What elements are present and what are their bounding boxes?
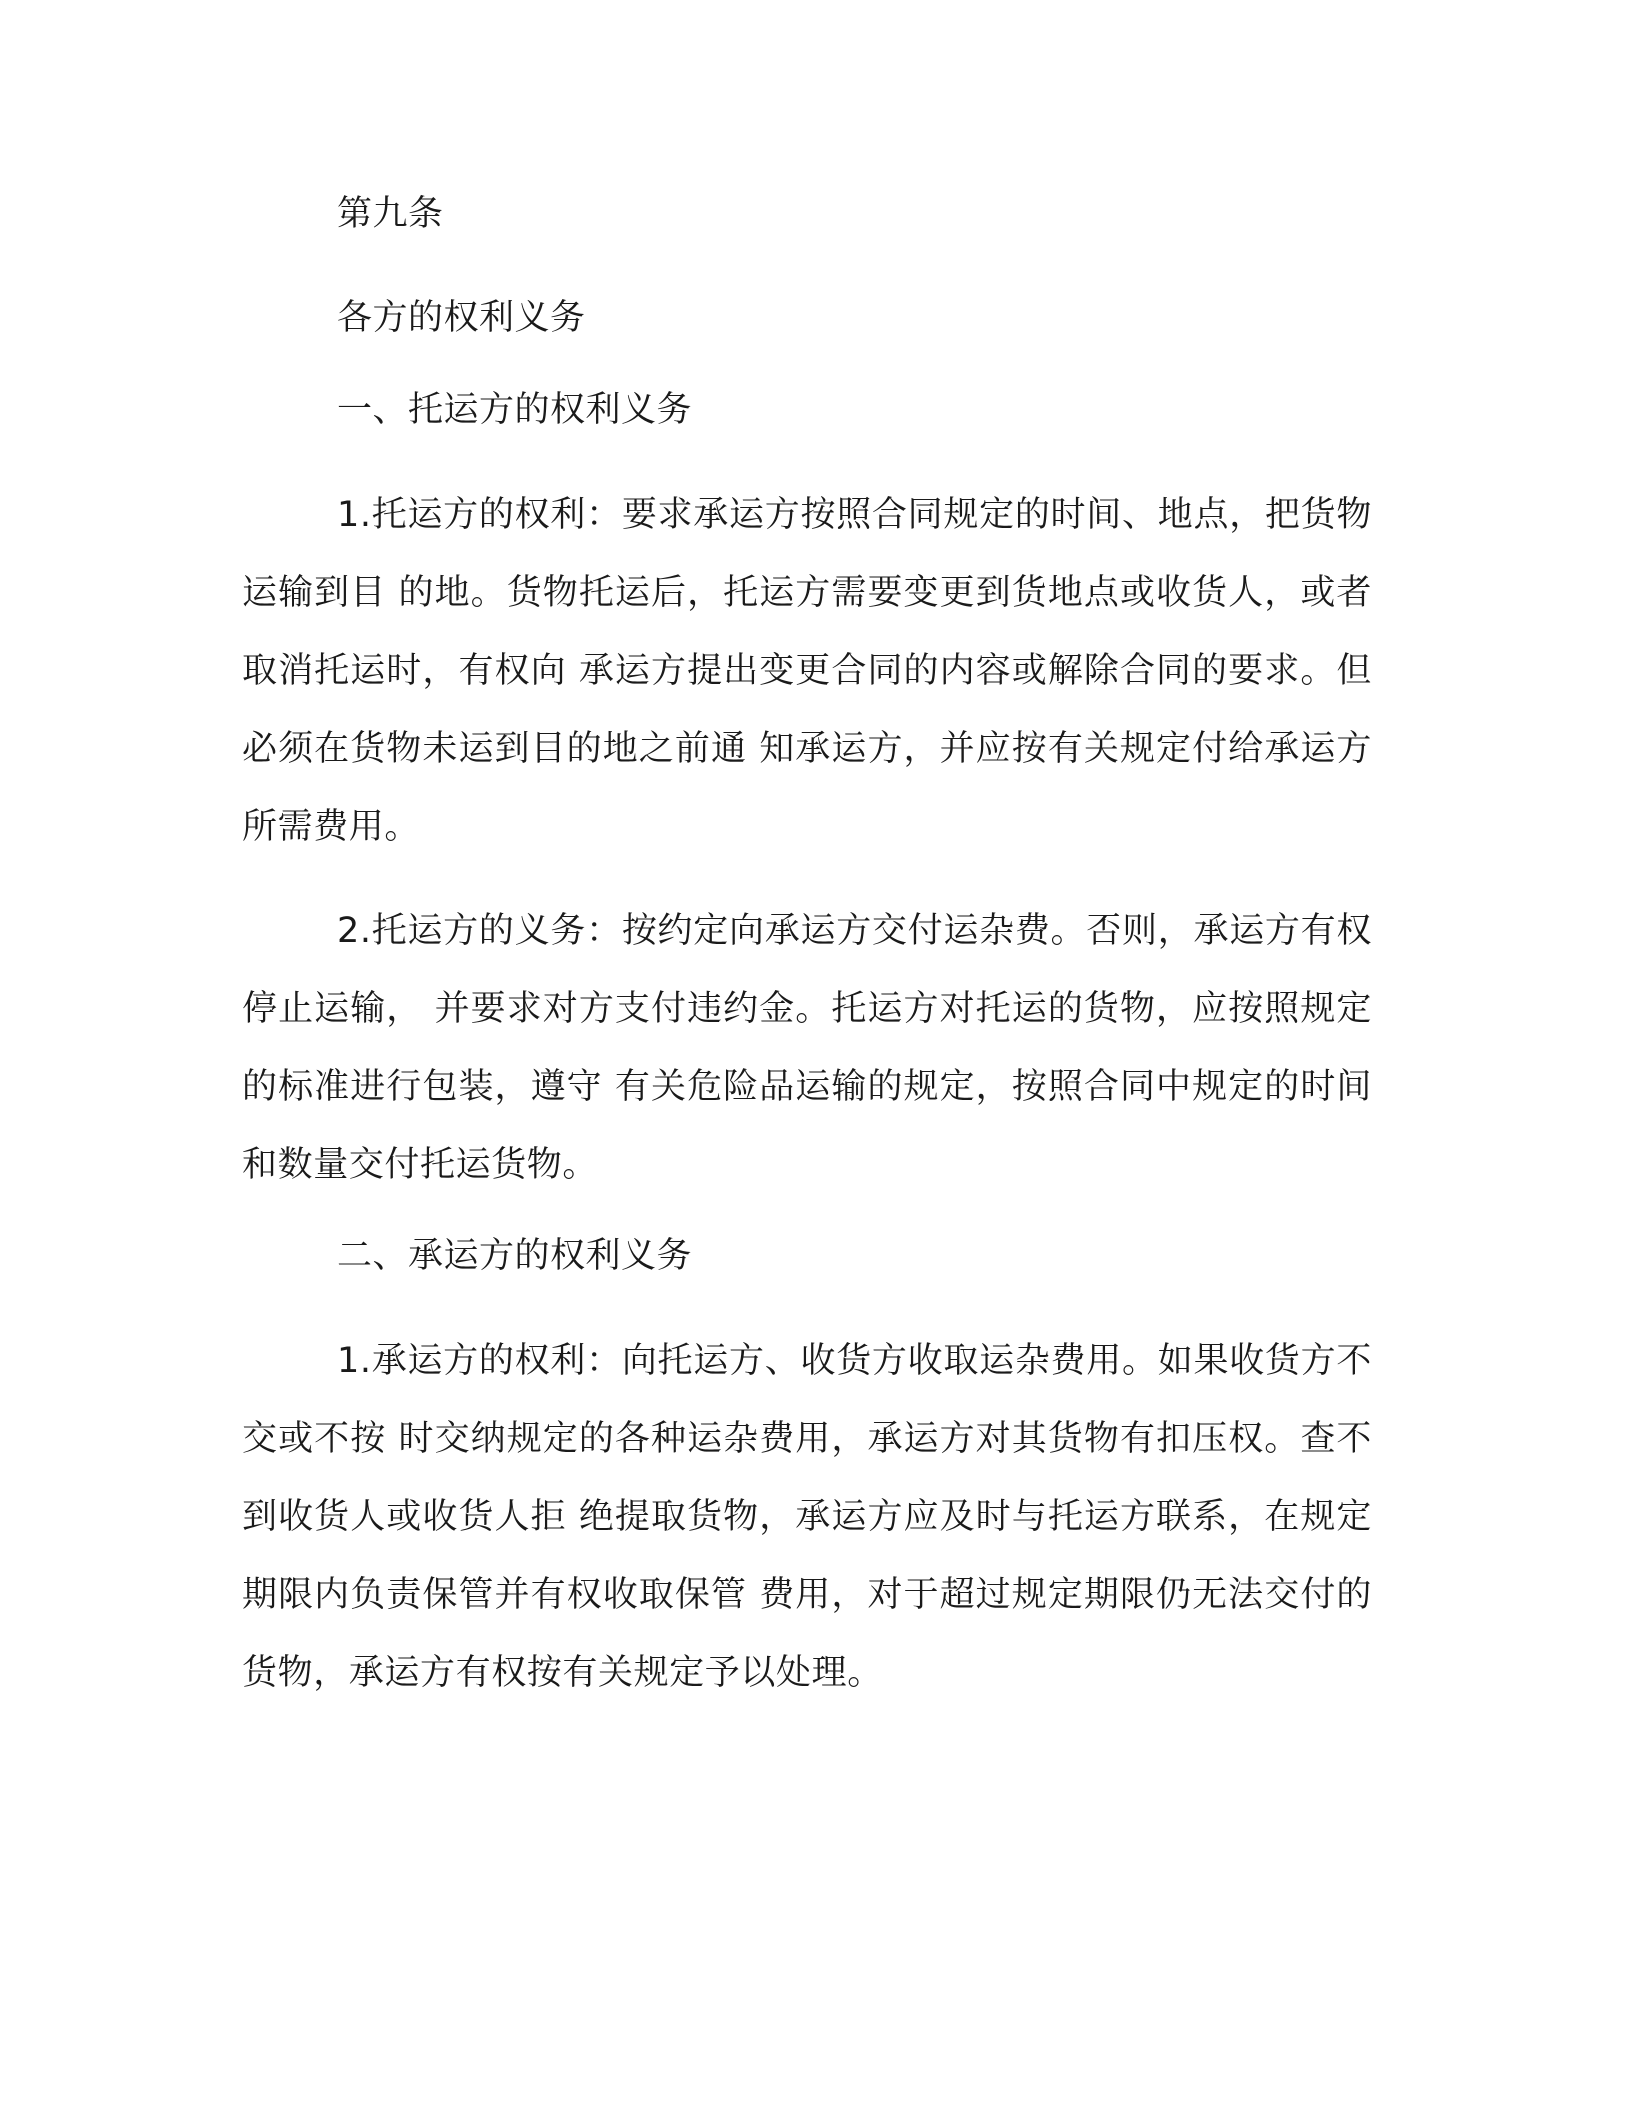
article-number: 第九条 <box>337 194 444 234</box>
article-title: 各方的权利义务 <box>337 298 586 338</box>
consignor-rights-paragraph: 1.托运方的权利：要求承运方按照合同规定的时间、地点，把货物运输到目 的地。货物托运后，托运方需要变更到货地点或收货人，或者取消托运时，有权向 承运方提出变更合同的内容或解除合同的要求。但必须在货物未运到目的地之前通 知承运方，并应按有关规定付给承运方所需费用。 <box>242 495 1372 847</box>
document-body <box>242 188 1372 1738</box>
carrier-rights-paragraph: 1.承运方的权利：向托运方、收货方收取运杂费用。如果收货方不交或不按 时交纳规定的各种运杂费用，承运方对其货物有扣压权。查不到收货人或收货人拒 绝提取货物，承运方应及时与托运方联系，在规定期限内负责保管并有权收取保管 费用，对于超过规定期限仍无法交付的货物，承运方有权按有关规定予以处理。 <box>242 1341 1372 1693</box>
section-heading-consignor: 一、托运方的权利义务 <box>337 390 693 430</box>
section-heading-carrier: 二、承运方的权利义务 <box>337 1236 693 1276</box>
consignor-obligations-paragraph: 2.托运方的义务：按约定向承运方交付运杂费。否则，承运方有权停止运输， 并要求对方支付违约金。托运方对托运的货物，应按照规定的标准进行包装，遵守 有关危险品运输的规定，按照合同中规定的时间和数量交付托运货物。 <box>242 911 1372 1185</box>
